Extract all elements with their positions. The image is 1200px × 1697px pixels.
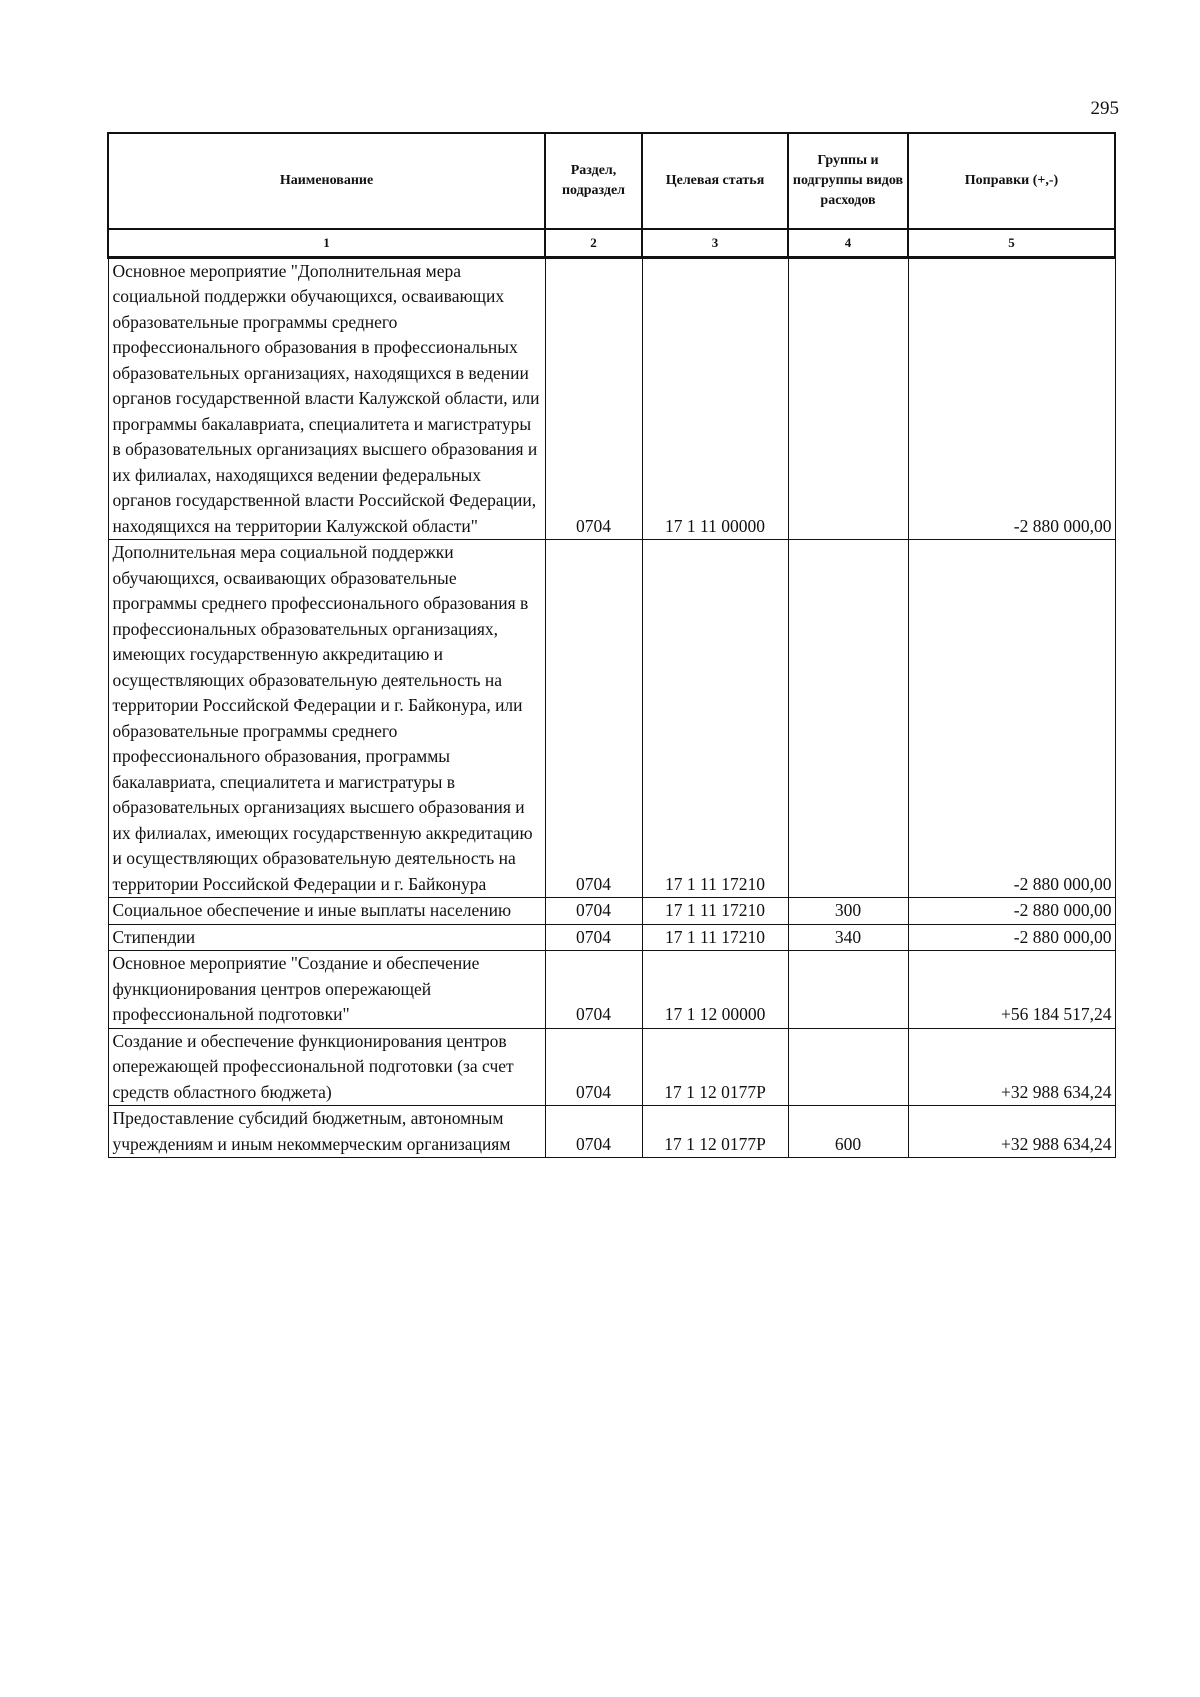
row-target: 17 1 11 00000 [642, 257, 788, 540]
header-amendments: Поправки (+,-) [908, 133, 1115, 229]
table-row [108, 951, 1115, 1029]
row-section: 0704 [545, 540, 642, 898]
row-group: 600 [788, 1106, 908, 1158]
row-amount: -2 880 000,00 [908, 257, 1115, 540]
row-group [788, 951, 908, 1029]
page-number: 295 [1090, 98, 1119, 119]
row-section: 0704 [545, 257, 642, 540]
header-groups: Группы и подгруппы видов расходов [788, 133, 908, 229]
column-number-1: 1 [108, 229, 545, 257]
row-amount: +56 184 517,24 [908, 951, 1115, 1029]
row-name: Дополнительная мера социальной поддержки обучающихся, осваивающих образовательные программы среднего профессионального образования в профессиональных образовательных организациях, имеющих государственную аккредитацию и осуществляющих образовательную деятельность на территории Российской Федерации и г. Байконура, или образовательные программы среднего профессионального образования, программы бакалавриата, специалитета и магистратуры в образовательных организациях высшего образования и их филиалах, имеющих государственную аккредитацию и осуществляющих образовательную деятельность на территории Российской Федерации и г. Байконура [108, 540, 545, 898]
table-row [108, 924, 1115, 951]
row-group: 300 [788, 898, 908, 925]
row-group: 340 [788, 924, 908, 951]
row-section: 0704 [545, 898, 642, 925]
row-target: 17 1 11 17210 [642, 898, 788, 925]
row-amount: +32 988 634,24 [908, 1028, 1115, 1106]
table-row [108, 898, 1115, 925]
row-section: 0704 [545, 951, 642, 1029]
column-number-5: 5 [908, 229, 1115, 257]
row-section: 0704 [545, 1028, 642, 1106]
row-name: Основное мероприятие "Дополнительная мера социальной поддержки обучающихся, осваивающих образовательные программы среднего профессионального образования в профессиональных образовательных организациях, находящихся в ведении органов государственной власти Калужской области, или программы бакалавриата, специалитета и магистратуры в образовательных организациях высшего образования и их филиалах, находящихся ведении федеральных органов государственной власти Российской Федерации, находящихся на территории Калужской области" [108, 257, 545, 540]
row-amount: +32 988 634,24 [908, 1106, 1115, 1158]
table-row [108, 1028, 1115, 1106]
table-row [108, 540, 1115, 898]
header-section: Раздел, подраздел [545, 133, 642, 229]
table-header [108, 133, 1115, 257]
header-target: Целевая статья [642, 133, 788, 229]
row-group [788, 257, 908, 540]
row-name: Стипендии [108, 924, 545, 951]
table-row [108, 257, 1115, 540]
row-section: 0704 [545, 924, 642, 951]
row-name: Социальное обеспечение и иные выплаты населению [108, 898, 545, 925]
table-row [108, 1106, 1115, 1158]
row-target: 17 1 11 17210 [642, 540, 788, 898]
row-amount: -2 880 000,00 [908, 540, 1115, 898]
header-name: Наименование [108, 133, 545, 229]
row-target: 17 1 12 00000 [642, 951, 788, 1029]
row-section: 0704 [545, 1106, 642, 1158]
column-number-3: 3 [642, 229, 788, 257]
row-group [788, 1028, 908, 1106]
row-amount: -2 880 000,00 [908, 924, 1115, 951]
budget-amendments-table [107, 132, 1116, 1158]
row-name: Создание и обеспечение функционирования центров опережающей профессиональной подготовки (за счет средств областного бюджета) [108, 1028, 545, 1106]
row-amount: -2 880 000,00 [908, 898, 1115, 925]
row-name: Предоставление субсидий бюджетным, автономным учреждениям и иным некоммерческим организациям [108, 1106, 545, 1158]
column-number-2: 2 [545, 229, 642, 257]
row-group [788, 540, 908, 898]
row-name: Основное мероприятие "Создание и обеспечение функционирования центров опережающей профессиональной подготовки" [108, 951, 545, 1029]
row-target: 17 1 11 17210 [642, 924, 788, 951]
row-target: 17 1 12 0177Р [642, 1106, 788, 1158]
column-number-4: 4 [788, 229, 908, 257]
row-target: 17 1 12 0177Р [642, 1028, 788, 1106]
